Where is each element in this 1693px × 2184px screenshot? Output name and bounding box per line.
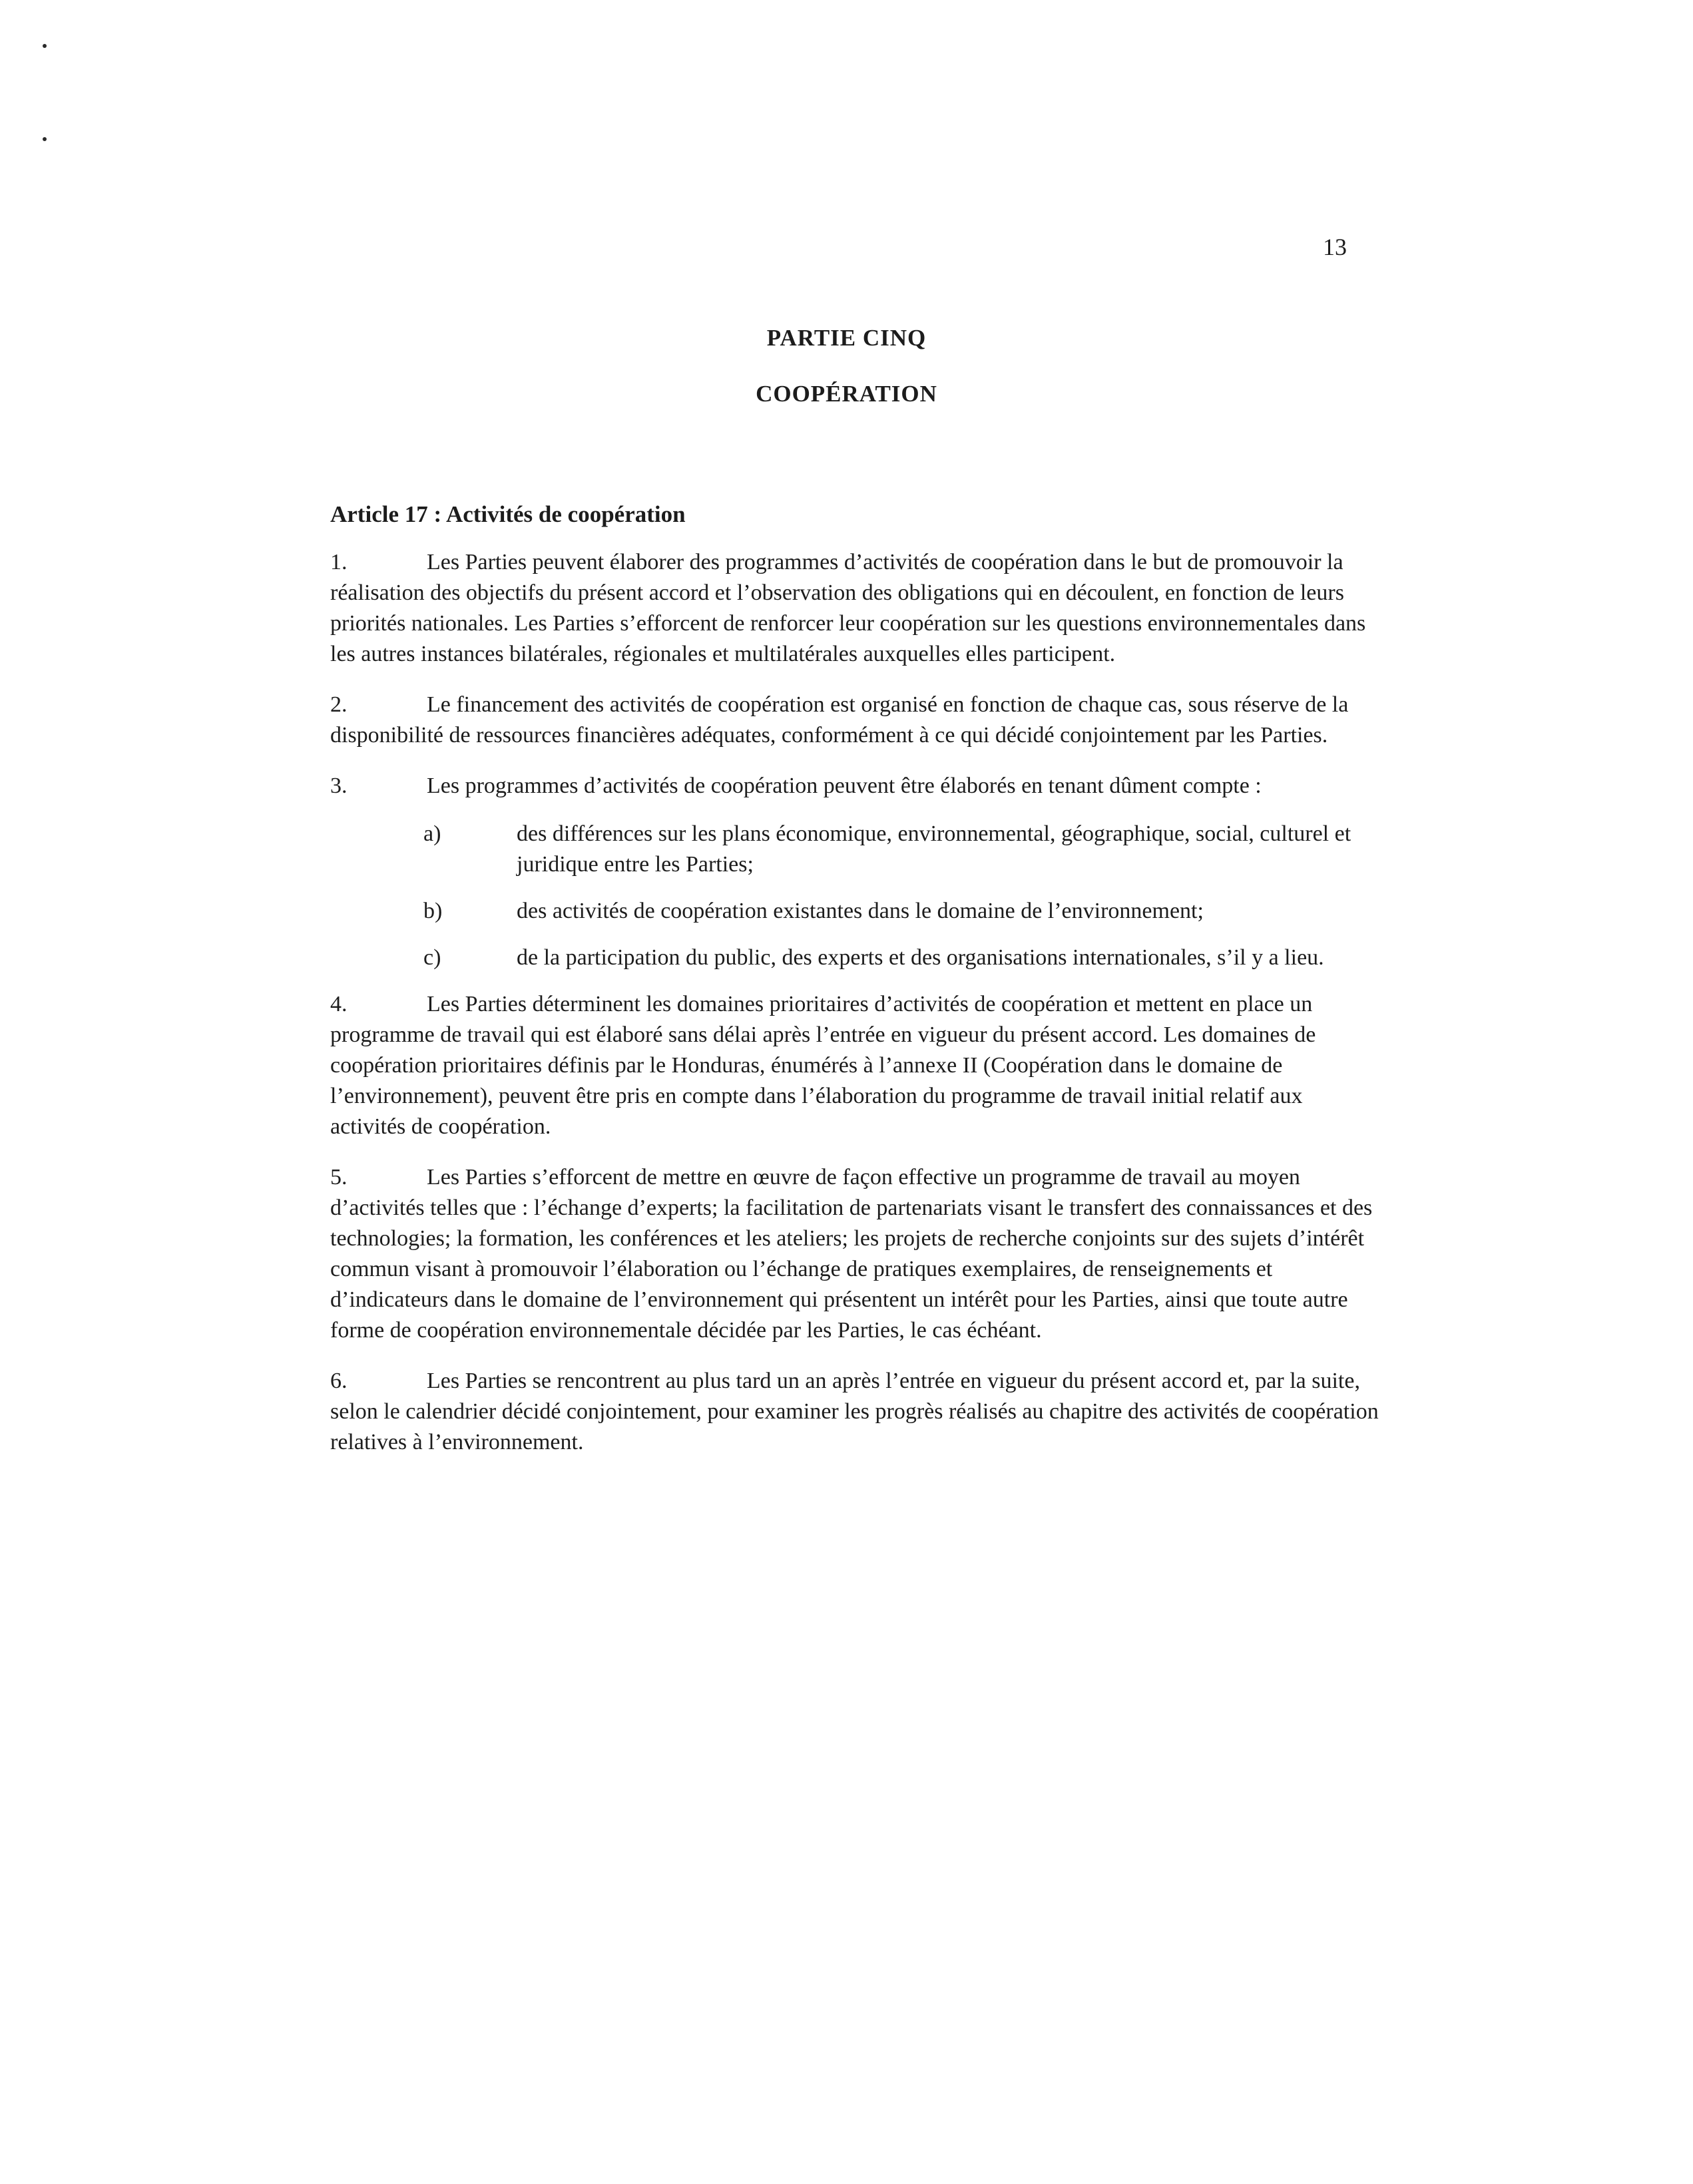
scan-speck <box>43 137 47 141</box>
paragraph-1 <box>330 547 1382 670</box>
document-body <box>330 499 1382 1478</box>
list-item-a <box>330 819 1382 880</box>
considerations-list <box>330 819 1382 973</box>
list-marker: c) <box>423 945 441 970</box>
paragraph-4 <box>330 989 1382 1142</box>
list-item-text: de la participation du public, des experts et des organisations internationales, s’il y a lieu. <box>517 945 1324 970</box>
list-marker: a) <box>423 821 441 846</box>
scan-speck <box>43 44 47 48</box>
part-subheading: COOPÉRATION <box>756 381 937 407</box>
list-item-c <box>330 943 1382 973</box>
paragraph-text: Les Parties se rencontrent au plus tard un an après l’entrée en vigueur du présent accord et, par la suite, selon le calendrier décidé conjointement, pour examiner les progrès réalisés au chapitre des activités de coopération relatives à l’environnement. <box>330 1369 1379 1454</box>
page-number: 13 <box>1323 234 1347 260</box>
paragraph-6 <box>330 1366 1382 1458</box>
paragraph-text: Les Parties peuvent élaborer des programmes d’activités de coopération dans le but de promouvoir la réalisation des objectifs du présent accord et l’observation des obligations qui en découlent, en fonction de leurs priorités nationales. Les Parties s’efforcent de renforcer leur coopération sur les questions environnementales dans les autres instances bilatérales, régionales et multilatérales auxquelles elles participent. <box>330 550 1366 666</box>
paragraph-3 <box>330 771 1382 801</box>
paragraph-number: 4. <box>330 992 348 1016</box>
paragraph-number: 1. <box>330 550 348 574</box>
article-title: Article 17 : Activités de coopération <box>330 501 686 527</box>
list-item-text: des différences sur les plans économique, environnemental, géographique, social, culturel et juridique entre les Parties; <box>517 821 1351 877</box>
list-item-text: des activités de coopération existantes dans le domaine de l’environnement; <box>517 899 1204 923</box>
paragraph-2 <box>330 690 1382 751</box>
list-marker: b) <box>423 899 443 923</box>
part-heading: PARTIE CINQ <box>766 325 927 351</box>
paragraph-text: Les Parties s’efforcent de mettre en œuvre de façon effective un programme de travail au moyen d’activités telles que : l’échange d’experts; la facilitation de partenariats visant le transfert des connaissances et des technologies; la formation, les conférences et les ateliers; les projets de recherche conjoints sur des sujets d’intérêt commun visant à promouvoir l’élaboration ou l’échange de pratiques exemplaires, de renseignements et d’indicateurs dans le domaine de l’environnement qui présentent un intérêt pour les Parties, ainsi que toute autre forme de coopération environnementale décidée par les Parties, le cas échéant. <box>330 1165 1373 1343</box>
paragraph-text: Le financement des activités de coopération est organisé en fonction de chaque cas, sous réserve de la disponibilité de ressources financières adéquates, conformément à ce qui décidé conjointement par les Parties. <box>330 692 1349 748</box>
paragraph-number: 5. <box>330 1165 348 1190</box>
paragraph-text: Les Parties déterminent les domaines prioritaires d’activités de coopération et mettent en place un programme de travail qui est élaboré sans délai après l’entrée en vigueur du présent accord. Les domaines de coopération prioritaires définis par le Honduras, énumérés à l’annexe II (Coopération dans le domaine de l’environnement), peuvent être pris en compte dans l’élaboration du programme de travail initial relatif aux activités de coopération. <box>330 992 1316 1139</box>
paragraph-number: 6. <box>330 1369 348 1393</box>
paragraph-5 <box>330 1162 1382 1346</box>
paragraph-number: 2. <box>330 692 348 717</box>
list-item-b <box>330 896 1382 927</box>
paragraph-number: 3. <box>330 773 348 798</box>
paragraph-text: Les programmes d’activités de coopération peuvent être élaborés en tenant dûment compte : <box>427 773 1262 798</box>
